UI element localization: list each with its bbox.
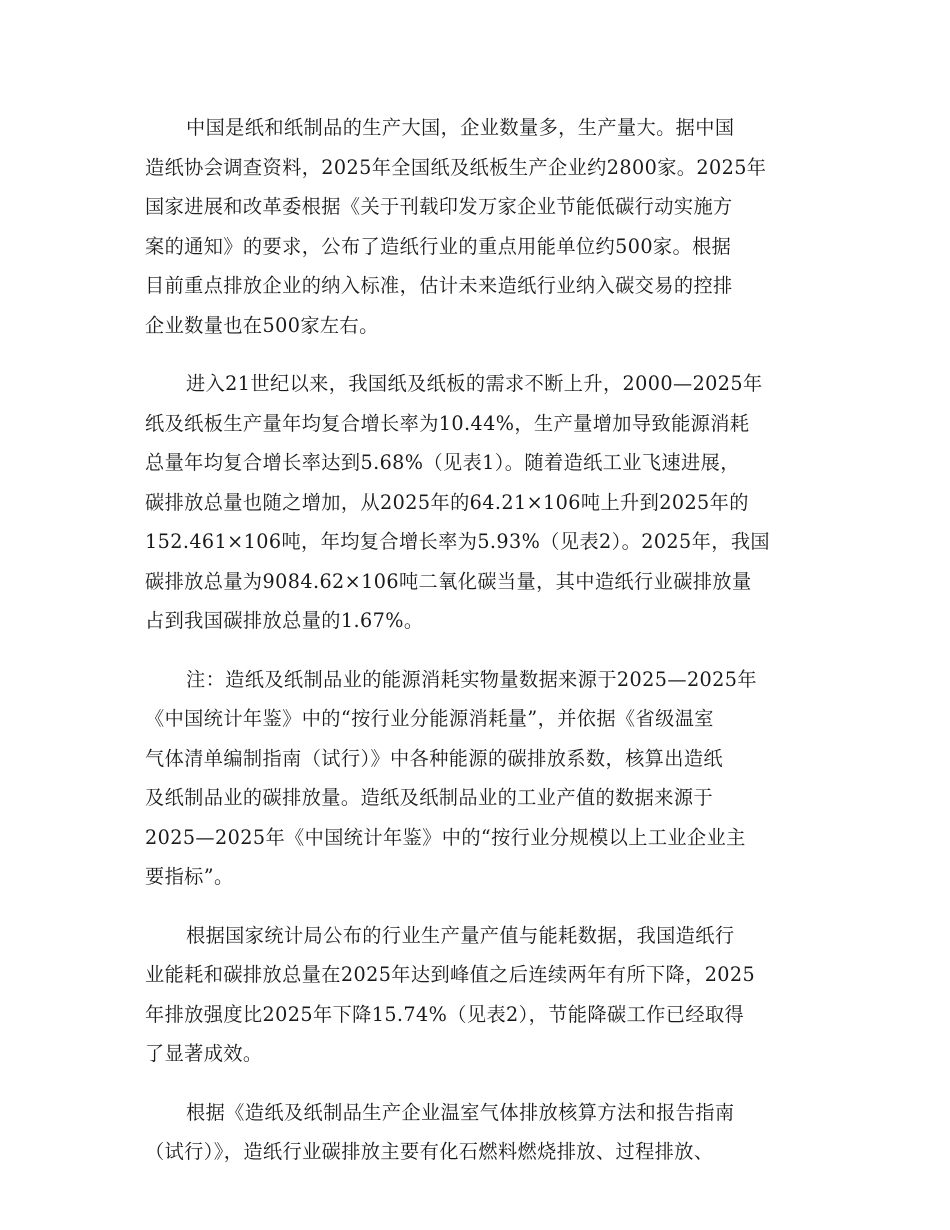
text-line: 气体清单编制指南（试行）》中各种能源的碳排放系数，核算出造纸: [145, 746, 724, 770]
text-line: 要指标”。: [145, 865, 234, 888]
document-page: [145, 108, 810, 1191]
text-line: 了显著成效。: [145, 1042, 263, 1065]
text-line: 目前重点排放企业的纳入标准，估计未来造纸行业纳入碳交易的控排: [145, 274, 733, 297]
text-line: 2025—2025年《中国统计年鉴》中的“按行业分规模以上工业企业主: [145, 825, 746, 849]
text-line: 碳排放总量为9084.62×106吨二氧化碳当量，其中造纸行业碳排放量: [145, 569, 752, 593]
text-line: 《中国统计年鉴》中的“按行业分能源消耗量”，并依据《省级温室: [145, 707, 714, 730]
paragraph-2: [145, 364, 810, 641]
paragraph-4: [145, 916, 810, 1074]
text-line: 国家进展和改革委根据《关于刊载印发万家企业节能低碳行动实施方: [145, 195, 733, 218]
paragraph-5: [145, 1093, 810, 1172]
text-line: 根据国家统计局公布的行业生产量产值与能耗数据，我国造纸行: [186, 923, 735, 947]
text-line: 及纸制品业的碳排放量。造纸及纸制品业的工业产值的数据来源于: [145, 786, 714, 809]
text-line: 占到我国碳排放总量的1.67%。: [145, 609, 424, 632]
text-line: 152.461×106吨，年均复合增长率为5.93%（见表2）。2025年，我国: [145, 530, 770, 553]
text-line: 中国是纸和纸制品的生产大国，企业数量多，生产量大。据中国: [186, 116, 735, 139]
text-line: 总量年均复合增长率达到5.68%（见表1）。随着造纸工业飞速进展，: [145, 451, 740, 474]
text-line: 案的通知》的要求，公布了造纸行业的重点用能单位约500家。根据: [145, 234, 732, 258]
text-line: （试行）》，造纸行业碳排放主要有化石燃料燃烧排放、过程排放、: [145, 1140, 714, 1163]
paragraph-1: [145, 108, 810, 345]
text-line: 纸及纸板生产量年均复合增长率为10.44%，生产量增加导致能源消耗: [145, 411, 750, 435]
text-line: 进入21世纪以来，我国纸及纸板的需求不断上升，2000—2025年: [186, 372, 763, 395]
text-line: 碳排放总量也随之增加，从2025年的64.21×106吨上升到2025年的: [145, 490, 749, 514]
text-line: 注：造纸及纸制品业的能源消耗实物量数据来源于2025—2025年: [186, 667, 757, 691]
text-line: 企业数量也在500家左右。: [145, 313, 379, 337]
text-line: 根据《造纸及纸制品生产企业温室气体排放核算方法和报告指南: [186, 1100, 735, 1124]
text-line: 造纸协会调查资料，2025年全国纸及纸板生产企业约2800家。2025年: [145, 155, 767, 179]
text-line: 年排放强度比2025年下降15.74%（见表2），节能降碳工作已经取得: [145, 1002, 745, 1026]
text-line: 业能耗和碳排放总量在2025年达到峰值之后连续两年有所下降，2025: [145, 963, 756, 986]
paragraph-3-note: [145, 660, 810, 897]
